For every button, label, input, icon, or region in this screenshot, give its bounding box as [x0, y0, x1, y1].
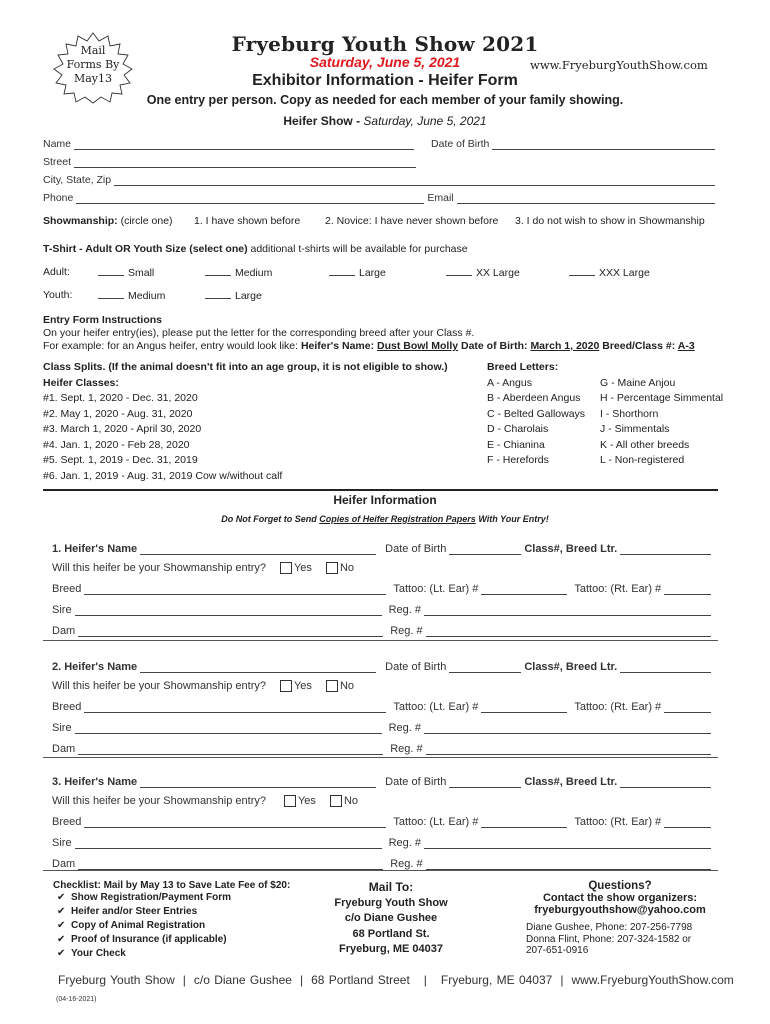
adult-size: Medium: [235, 267, 273, 279]
class-list: [43, 361, 448, 485]
show-subtitle: [0, 114, 770, 128]
heifer-dob-field[interactable]: [449, 662, 521, 673]
dam-field[interactable]: [78, 626, 383, 637]
yes-checkbox[interactable]: [284, 795, 296, 807]
section-divider: [43, 489, 718, 491]
size-blank[interactable]: [205, 289, 231, 299]
heifer-info-title: Heifer Information: [333, 493, 437, 507]
checklist-item-label: Heifer and/or Steer Entries: [71, 906, 198, 917]
checklist-item-label: Your Check: [71, 948, 126, 959]
breed-field[interactable]: [84, 702, 386, 713]
tattoo-right-field[interactable]: [664, 817, 711, 828]
checklist-title: Checklist: Mail by May 13 to Save Late Fee of $20:: [53, 880, 291, 891]
size-blank[interactable]: [329, 266, 355, 276]
no-checkbox[interactable]: [326, 680, 338, 692]
size-blank[interactable]: [98, 289, 124, 299]
breed-item: B - Aberdeen Angus: [487, 392, 581, 404]
breed-field[interactable]: [84, 584, 386, 595]
adult-size-row: [43, 266, 718, 279]
showmanship-hint: (circle one): [120, 215, 173, 227]
showmanship-option-2[interactable]: 2. Novice: I have never shown before: [325, 215, 499, 227]
example-name: Dust Bowl Molly: [377, 340, 459, 352]
breed-item: I - Shorthorn: [600, 407, 659, 420]
heifer-class-label: Class#, Breed Ltr.: [524, 661, 618, 673]
size-blank[interactable]: [205, 266, 231, 276]
heifer-info-note: [0, 514, 770, 524]
dam-reg-field[interactable]: [426, 859, 711, 870]
heifer-class-label: Class#, Breed Ltr.: [524, 776, 618, 788]
footer-part: 68 Portland Street: [311, 973, 410, 987]
mail-to: [318, 880, 464, 958]
breed-item: C - Belted Galloways: [487, 407, 586, 420]
footer-website[interactable]: www.FryeburgYouthShow.com: [571, 973, 734, 987]
heifer-dob-label: Date of Birth: [385, 543, 447, 555]
checklist-item: [57, 920, 313, 934]
showmanship-label: Showmanship:: [43, 215, 118, 227]
sire-row: [52, 598, 714, 616]
showmanship-entry-row: [52, 556, 714, 574]
example-name-label: Heifer's Name:: [300, 340, 377, 352]
name-row: [43, 134, 718, 150]
footer-sep: |: [182, 973, 186, 987]
show-label: Heifer Show -: [283, 114, 364, 128]
dam-field[interactable]: [78, 859, 383, 870]
heifer-name-label: 1. Heifer's Name: [52, 543, 138, 555]
heifer-name-label: 2. Heifer's Name: [52, 661, 138, 673]
sire-reg-field[interactable]: [424, 838, 711, 849]
phone-label: Phone: [43, 192, 74, 204]
contact-line: 207-651-0916: [526, 945, 589, 956]
size-blank[interactable]: [98, 266, 124, 276]
questions-subtitle: Contact the show organizers:: [542, 892, 698, 904]
yes-label: Yes: [293, 562, 312, 574]
entry-line-2: [43, 340, 718, 353]
sire-row: [52, 716, 714, 734]
email-label: Email: [427, 192, 454, 204]
breed-row: [52, 695, 714, 713]
showmanship-question: Will this heifer be your Showmanship entry?: [52, 680, 266, 692]
show-subtitle-date: Saturday, June 5, 2021: [363, 114, 487, 128]
dam-reg-field[interactable]: [426, 744, 711, 755]
breed-item: K - All other breeds: [600, 438, 690, 451]
mail-to-line: Fryeburg Youth Show: [334, 896, 448, 909]
dam-reg-label: Reg. #: [390, 625, 423, 637]
tattoo-right-field[interactable]: [664, 584, 711, 595]
yes-label: Yes: [297, 795, 316, 807]
showmanship-question: Will this heifer be your Showmanship entry?: [52, 562, 266, 574]
sire-field[interactable]: [75, 605, 382, 616]
instruction: One entry per person. Copy as needed for each member of your family showing.: [146, 93, 624, 107]
breed-item: F - Herefords: [487, 454, 549, 466]
no-label: No: [339, 680, 354, 692]
badge-line: Forms By: [66, 58, 120, 71]
tattoo-right-label: Tattoo: (Rt. Ear) #: [574, 816, 662, 828]
sire-field[interactable]: [75, 838, 382, 849]
entry-divider: [43, 870, 718, 871]
heifer-class-field[interactable]: [620, 777, 711, 788]
dam-label: Dam: [52, 625, 76, 637]
mail-to-title: Mail To:: [368, 880, 414, 894]
note-suffix: With Your Entry!: [475, 514, 549, 524]
sire-label: Sire: [52, 722, 72, 734]
youth-label: Youth:: [43, 289, 73, 301]
dam-reg-label: Reg. #: [390, 858, 423, 870]
no-label: No: [339, 562, 354, 574]
entry-instructions: [43, 314, 718, 353]
youth-size-row: [43, 289, 718, 302]
sire-label: Sire: [52, 604, 72, 616]
sire-reg-label: Reg. #: [388, 837, 421, 849]
sire-row: [52, 831, 714, 849]
breed-letters-col-2: [600, 377, 723, 470]
city-label: City, State, Zip: [43, 174, 112, 186]
mail-to-line: 68 Portland St.: [352, 927, 430, 940]
tattoo-left-field[interactable]: [481, 702, 567, 713]
tattoo-right-label: Tattoo: (Rt. Ear) #: [574, 701, 662, 713]
class-item: #3. March 1, 2020 - April 30, 2020: [43, 423, 202, 435]
class-item: #2. May 1, 2020 - Aug. 31, 2020: [43, 407, 193, 420]
sire-reg-field[interactable]: [424, 605, 711, 616]
street-label: Street: [43, 156, 72, 168]
phone-field[interactable]: [76, 193, 424, 204]
showmanship-option-1[interactable]: 1. I have shown before: [194, 215, 301, 227]
example-dob: March 1, 2020: [530, 340, 600, 352]
footer-sep: |: [299, 973, 304, 987]
dam-label: Dam: [52, 743, 76, 755]
heifer-name-row: [52, 537, 714, 555]
dam-reg-label: Reg. #: [390, 743, 423, 755]
street-field[interactable]: [74, 157, 416, 168]
breed-item: D - Charolais: [487, 423, 549, 435]
breed-row: [52, 810, 714, 828]
tattoo-left-field[interactable]: [481, 584, 567, 595]
questions-title: Questions?: [588, 880, 652, 892]
breed-item: J - Simmentals: [600, 423, 670, 435]
tshirt-note: additional t-shirts will be available for purchase: [247, 243, 468, 255]
entry-title: Entry Form Instructions: [43, 314, 163, 326]
heifer-name-row: [52, 770, 714, 788]
contact-email[interactable]: fryeburgyouthshow@yahoo.com: [534, 904, 706, 916]
class-item: #4. Jan. 1, 2020 - Feb 28, 2020: [43, 438, 190, 451]
sire-reg-label: Reg. #: [388, 604, 421, 616]
entry-divider: [43, 757, 718, 758]
checklist-item-label: Show Registration/Payment Form: [71, 892, 232, 903]
sire-field[interactable]: [75, 723, 382, 734]
checklist-item: [57, 948, 313, 962]
showmanship-option-3[interactable]: 3. I do not wish to show in Showmanship: [515, 215, 705, 227]
yes-checkbox[interactable]: [280, 680, 292, 692]
note-underlined: Copies of Heifer Registration Papers: [319, 514, 476, 524]
yes-label: Yes: [293, 680, 312, 692]
class-item: #5. Sept. 1, 2019 - Dec. 31, 2019: [43, 454, 198, 466]
check-icon: ✔: [57, 920, 66, 931]
adult-size: Large: [359, 267, 386, 279]
tshirt-title: T-Shirt - Adult OR Youth Size (select one): [43, 243, 248, 255]
badge-line: Mail: [80, 44, 106, 57]
contact-line: Diane Gushee, Phone: 207-256-7798: [526, 922, 693, 933]
tattoo-right-label: Tattoo: (Rt. Ear) #: [574, 583, 662, 595]
footer: [58, 973, 734, 987]
adult-size: XXX Large: [599, 267, 650, 279]
dob-field[interactable]: [492, 139, 715, 150]
breed-label: Breed: [52, 701, 82, 713]
dam-row: [52, 619, 714, 637]
breed-letters-col-1: [487, 361, 585, 470]
sire-reg-label: Reg. #: [388, 722, 421, 734]
breed-item: G - Maine Anjou: [600, 376, 676, 389]
form-title: Exhibitor Information - Heifer Form: [252, 72, 518, 89]
youth-size: Large: [235, 290, 262, 302]
name-label: Name: [43, 138, 72, 150]
dam-reg-field[interactable]: [426, 626, 711, 637]
check-icon: ✔: [57, 892, 66, 903]
heifer-class-field[interactable]: [620, 544, 711, 555]
mail-to-line: c/o Diane Gushee: [344, 912, 438, 924]
size-blank[interactable]: [446, 266, 472, 276]
tshirt-heading: [43, 243, 468, 256]
no-checkbox[interactable]: [330, 795, 342, 807]
size-blank[interactable]: [569, 266, 595, 276]
tattoo-right-field[interactable]: [664, 702, 711, 713]
no-label: No: [343, 795, 358, 807]
adult-label: Adult:: [43, 266, 70, 278]
heifer-name-label: 3. Heifer's Name: [52, 776, 138, 788]
breed-item: A - Angus: [487, 376, 532, 389]
breed-item: L - Non-registered: [600, 454, 685, 466]
breed-letters-heading: Breed Letters:: [487, 361, 559, 373]
breed-item: E - Chianina: [487, 438, 545, 451]
showmanship-entry-row: [52, 789, 714, 807]
heifer-classes-heading: Heifer Classes:: [43, 376, 119, 389]
email-field[interactable]: [457, 193, 715, 204]
entry-example-prefix: For example: for an Angus heifer, entry would look like:: [43, 340, 301, 352]
dam-row: [52, 737, 714, 755]
example-class-label: Breed/Class #:: [599, 340, 678, 352]
badge-line: May13: [73, 72, 113, 85]
yes-checkbox[interactable]: [280, 562, 292, 574]
heifer-name-field[interactable]: [140, 662, 376, 673]
show-title: Fryeburg Youth Show 2021: [231, 32, 539, 56]
checklist-item: [57, 934, 313, 948]
show-date: Saturday, June 5, 2021: [309, 54, 461, 70]
website-link[interactable]: www.FryeburgYouthShow.com: [530, 58, 708, 72]
check-icon: ✔: [57, 906, 66, 917]
footer-sep: |: [423, 973, 427, 987]
questions: [520, 880, 720, 957]
name-field[interactable]: [74, 139, 414, 150]
footer-part: Fryeburg, ME 04037: [440, 973, 553, 987]
no-checkbox[interactable]: [326, 562, 338, 574]
class-item: #1. Sept. 1, 2020 - Dec. 31, 2020: [43, 392, 198, 404]
street-row: [43, 152, 718, 168]
showmanship-entry-row: [52, 674, 714, 692]
dam-field[interactable]: [78, 744, 383, 755]
entry-divider: [43, 640, 718, 641]
phone-row: [43, 188, 718, 204]
showmanship-question: Will this heifer be your Showmanship entry?: [52, 795, 266, 807]
example-class: A-3: [677, 340, 695, 352]
footer-part: Fryeburg Youth Show: [58, 973, 175, 987]
adult-size: XX Large: [476, 267, 520, 279]
sire-reg-field[interactable]: [424, 723, 711, 734]
dam-row: [52, 852, 714, 870]
heifer-dob-field[interactable]: [449, 544, 521, 555]
footer-sep: |: [560, 973, 564, 987]
breed-label: Breed: [52, 816, 82, 828]
heifer-name-field[interactable]: [140, 544, 376, 555]
checklist-item-label: Copy of Animal Registration: [71, 920, 206, 931]
footer-part: c/o Diane Gushee: [193, 973, 292, 987]
heifer-name-field[interactable]: [140, 777, 376, 788]
class-splits-note: Class Splits. (If the animal doesn't fit into an age group, it is not eligible to show.): [43, 361, 448, 373]
checklist: [53, 880, 313, 962]
heifer-dob-label: Date of Birth: [385, 776, 447, 788]
tattoo-left-label: Tattoo: (Lt. Ear) #: [393, 816, 479, 828]
heifer-class-label: Class#, Breed Ltr.: [524, 543, 618, 555]
dam-label: Dam: [52, 858, 76, 870]
checklist-item: [57, 892, 313, 906]
entry-line-1: On your heifer entry(ies), please put the letter for the corresponding breed after your Class #.: [43, 327, 475, 339]
tattoo-left-label: Tattoo: (Lt. Ear) #: [393, 701, 479, 713]
breed-row: [52, 577, 714, 595]
checklist-item: [57, 906, 313, 920]
note-prefix: Do Not Forget to Send: [221, 514, 320, 524]
youth-size: Medium: [128, 290, 166, 302]
contact-line: Donna Flint, Phone: 207-324-1582 or: [526, 933, 692, 945]
sire-label: Sire: [52, 837, 72, 849]
revision-code: (04-16-2021): [56, 996, 97, 1003]
heifer-class-field[interactable]: [620, 662, 711, 673]
showmanship-row: [43, 215, 718, 228]
adult-size: Small: [128, 267, 155, 279]
example-dob-label: Date of Birth:: [458, 340, 531, 352]
breed-field[interactable]: [84, 817, 386, 828]
heifer-dob-field[interactable]: [449, 777, 521, 788]
check-icon: ✔: [57, 934, 66, 945]
heifer-dob-label: Date of Birth: [385, 661, 447, 673]
breed-item: H - Percentage Simmental: [600, 392, 724, 404]
check-icon: ✔: [57, 948, 66, 959]
class-item: #6. Jan. 1, 2019 - Aug. 31, 2019 Cow w/without calf: [43, 469, 283, 482]
mail-to-line: Fryeburg, ME 04037: [339, 943, 443, 955]
city-field[interactable]: [114, 175, 715, 186]
checklist-item-label: Proof of Insurance (if applicable): [71, 934, 227, 945]
heifer-name-row: [52, 655, 714, 673]
dob-label: Date of Birth: [431, 138, 490, 150]
tattoo-left-label: Tattoo: (Lt. Ear) #: [393, 583, 479, 595]
breed-label: Breed: [52, 583, 82, 595]
city-row: [43, 170, 718, 186]
tattoo-left-field[interactable]: [481, 817, 567, 828]
